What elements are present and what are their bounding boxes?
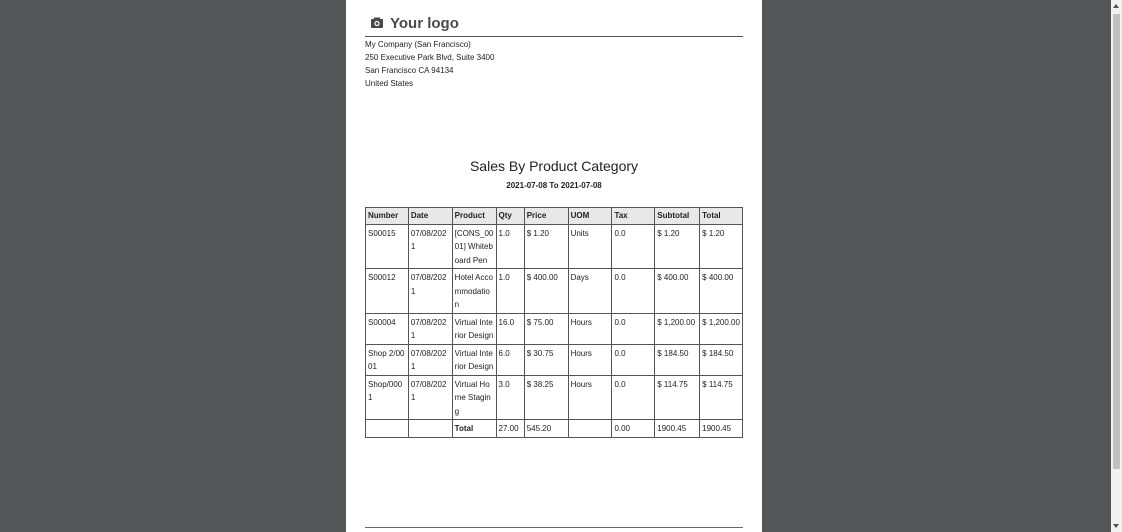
table-cell: Hotel Accommodation (452, 269, 496, 314)
table-cell: $ 1,200.00 (700, 313, 743, 344)
column-header: UOM (568, 208, 612, 225)
table-cell: Hours (568, 344, 612, 375)
scroll-thumb[interactable] (1113, 14, 1120, 469)
table-cell: Virtual Interior Design (452, 313, 496, 344)
table-cell: S00012 (366, 269, 409, 314)
table-cell: $ 1.20 (700, 224, 743, 269)
table-row (366, 224, 743, 269)
table-cell: Virtual Interior Design (452, 344, 496, 375)
table-cell: 0.0 (612, 375, 655, 420)
total-price: 545.20 (524, 420, 568, 438)
table-cell: 07/08/2021 (408, 269, 452, 314)
total-cell (408, 420, 452, 438)
column-header: Date (408, 208, 452, 225)
table-cell: Virtual Home Staging (452, 375, 496, 420)
column-header: Number (366, 208, 409, 225)
table-cell: $ 114.75 (700, 375, 743, 420)
table-header-row (366, 208, 743, 225)
table-cell: $ 114.75 (655, 375, 700, 420)
vertical-scrollbar[interactable] (1111, 0, 1122, 532)
table-cell: 07/08/2021 (408, 313, 452, 344)
sales-table (365, 207, 743, 438)
column-header: Tax (612, 208, 655, 225)
table-cell: $ 1,200.00 (655, 313, 700, 344)
camera-icon (370, 16, 384, 30)
table-row (366, 375, 743, 420)
table-cell: Hours (568, 375, 612, 420)
footer-divider (365, 527, 743, 528)
table-cell: 0.0 (612, 224, 655, 269)
table-cell: 16.0 (496, 313, 524, 344)
table-cell: $ 184.50 (700, 344, 743, 375)
total-qty: 27.00 (496, 420, 524, 438)
scroll-up-icon[interactable] (1113, 4, 1119, 8)
table-cell: Hours (568, 313, 612, 344)
column-header: Price (524, 208, 568, 225)
table-cell: $ 400.00 (655, 269, 700, 314)
total-tax: 0.00 (612, 420, 655, 438)
report-page (346, 0, 762, 532)
table-row (366, 344, 743, 375)
table-cell: Units (568, 224, 612, 269)
total-label: Total (452, 420, 496, 438)
total-total: 1900.45 (700, 420, 743, 438)
total-cell (568, 420, 612, 438)
table-cell: 3.0 (496, 375, 524, 420)
scroll-down-icon[interactable] (1113, 524, 1119, 528)
table-row (366, 269, 743, 314)
company-city: San Francisco CA 94134 (365, 66, 454, 75)
table-cell: 0.0 (612, 344, 655, 375)
table-cell: $ 400.00 (700, 269, 743, 314)
table-cell: 0.0 (612, 269, 655, 314)
report-title: Sales By Product Category (469, 158, 639, 174)
table-cell: S00015 (366, 224, 409, 269)
table-cell: $ 1.20 (524, 224, 568, 269)
table-cell: Shop 2/0001 (366, 344, 409, 375)
company-name: My Company (San Francisco) (365, 40, 471, 49)
table-cell: $ 184.50 (655, 344, 700, 375)
table-cell: 6.0 (496, 344, 524, 375)
table-cell: $ 30.75 (524, 344, 568, 375)
table-cell: 07/08/2021 (408, 344, 452, 375)
table-cell: Days (568, 269, 612, 314)
table-cell: $ 1.20 (655, 224, 700, 269)
report-date-range: 2021-07-08 To 2021-07-08 (506, 181, 602, 190)
table-cell: 0.0 (612, 313, 655, 344)
table-cell: 1.0 (496, 269, 524, 314)
table-cell: 07/08/2021 (408, 375, 452, 420)
table-cell: 1.0 (496, 224, 524, 269)
total-cell (366, 420, 409, 438)
table-cell: [CONS_0001] Whiteboard Pen (452, 224, 496, 269)
column-header: Product (452, 208, 496, 225)
table-row (366, 313, 743, 344)
company-street: 250 Executive Park Blvd, Suite 3400 (365, 53, 495, 62)
table-cell: S00004 (366, 313, 409, 344)
company-address (365, 38, 494, 90)
column-header: Subtotal (655, 208, 700, 225)
table-cell: $ 75.00 (524, 313, 568, 344)
company-logo (370, 13, 459, 33)
header-divider (365, 36, 743, 37)
logo-text: Your logo (390, 14, 459, 32)
table-cell: 07/08/2021 (408, 224, 452, 269)
table-cell: Shop/0001 (366, 375, 409, 420)
table-cell: $ 38.25 (524, 375, 568, 420)
total-subtotal: 1900.45 (655, 420, 700, 438)
table-total-row (366, 420, 743, 438)
table-cell: $ 400.00 (524, 269, 568, 314)
column-header: Total (700, 208, 743, 225)
company-country: United States (365, 79, 414, 88)
column-header: Qty (496, 208, 524, 225)
